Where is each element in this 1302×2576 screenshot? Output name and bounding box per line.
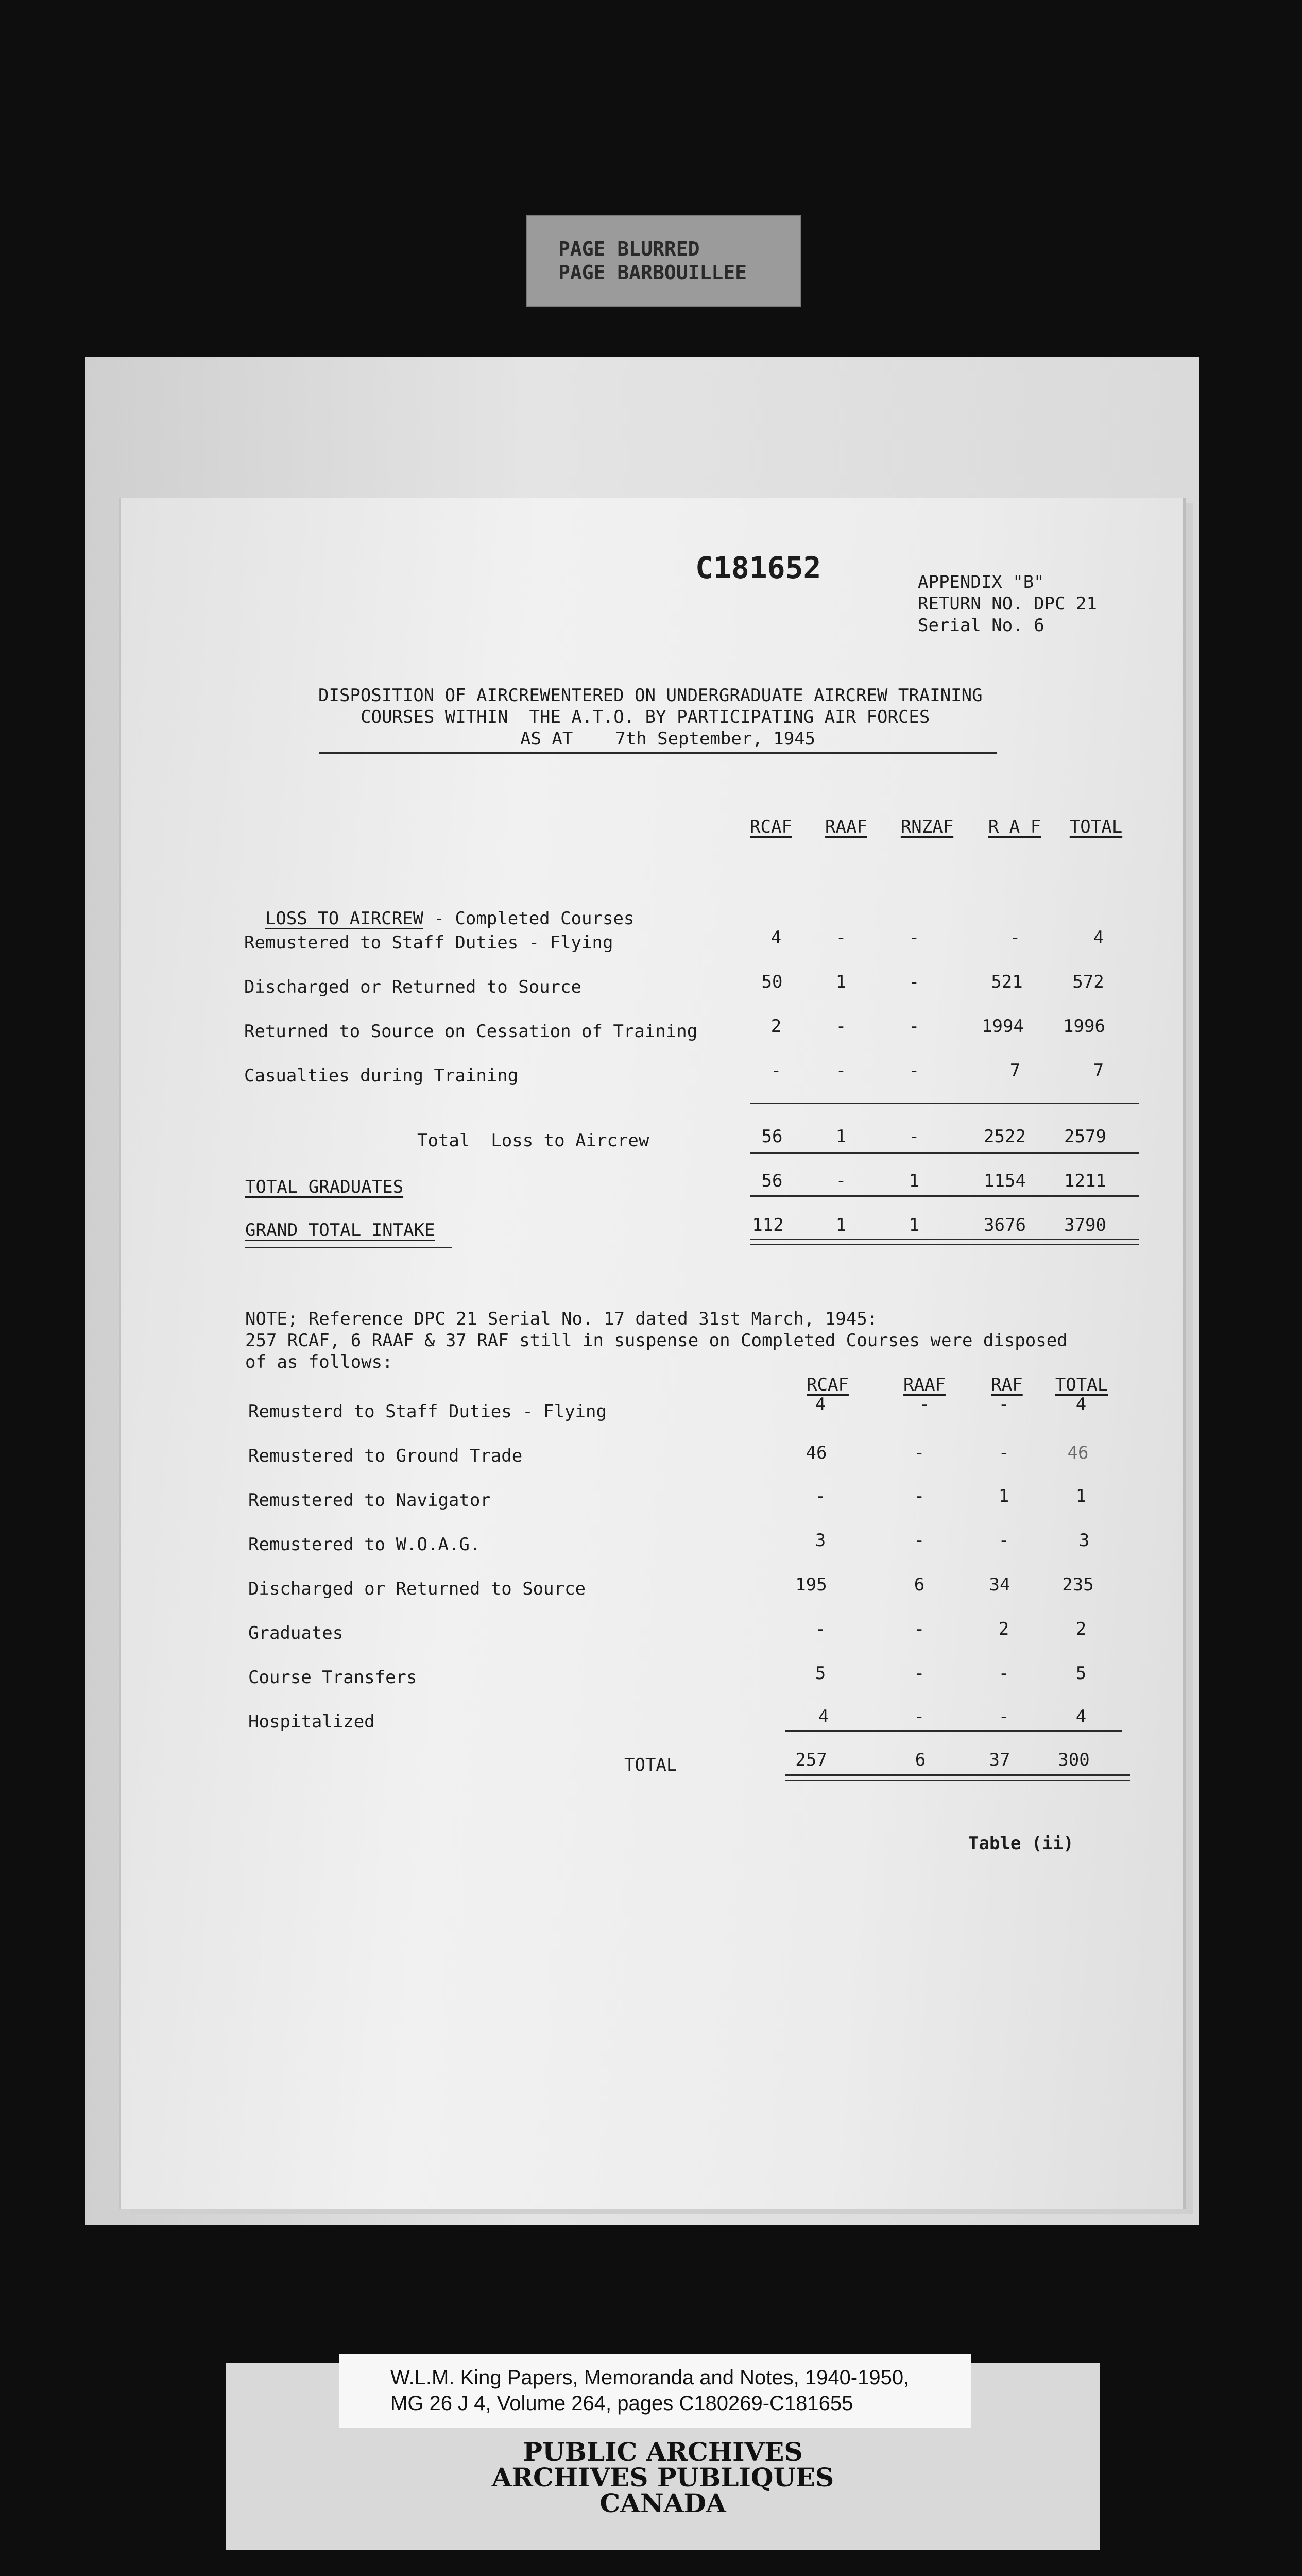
- t2-header-raf: RAF: [991, 1375, 1023, 1395]
- t2-row-4-raaf: -: [914, 1530, 925, 1551]
- citation-line-1: W.L.M. King Papers, Memoranda and Notes, 1940-1950,: [390, 2366, 910, 2389]
- t1-row-2-raf: 521: [991, 972, 1023, 992]
- t2-row-8-total: 4: [1075, 1706, 1087, 1727]
- t2-row-1-rcaf: 4: [815, 1394, 826, 1415]
- t2-row-3-label: Remustered to Navigator: [248, 1490, 491, 1511]
- title-line-1: DISPOSITION OF AIRCREWENTERED ON UNDERGRADUATE AIRCREW TRAINING: [318, 685, 983, 706]
- t2-row-3-rcaf: -: [815, 1486, 826, 1506]
- citation-line-2: MG 26 J 4, Volume 264, pages C180269-C181655: [390, 2392, 853, 2415]
- t1-total-graduates-raaf: -: [835, 1171, 847, 1191]
- t2-row-5-rcaf: 195: [795, 1574, 827, 1595]
- t1-row-4-raaf: -: [835, 1060, 847, 1081]
- note-line-1: NOTE; Reference DPC 21 Serial No. 17 dated 31st March, 1945:: [245, 1309, 878, 1329]
- t1-row-2-raaf: 1: [835, 972, 847, 992]
- t1-header-rnzaf: RNZAF: [900, 817, 954, 837]
- t2-header-total: TOTAL: [1055, 1375, 1108, 1395]
- t2-row-4-label: Remustered to W.O.A.G.: [248, 1534, 481, 1555]
- stamp-line-1: PAGE BLURRED: [558, 238, 700, 260]
- t2-row-5-raaf: 6: [914, 1574, 925, 1595]
- note-line-2: 257 RCAF, 6 RAAF & 37 RAF still in suspense on Completed Courses were disposed: [245, 1330, 1068, 1351]
- t1-row-1-raaf: -: [835, 927, 847, 948]
- t1-total-graduates-rnzaf: 1: [909, 1171, 920, 1191]
- grand-total-double-underline: [245, 1247, 452, 1248]
- t2-row-8-raf: -: [998, 1706, 1009, 1727]
- t1-total-graduates-raf: 1154: [984, 1171, 1026, 1191]
- archives-publiques-line: ARCHIVES PUBLIQUES: [491, 2462, 834, 2493]
- t2-row-4-rcaf: 3: [815, 1530, 826, 1551]
- t1-row-4-rcaf: -: [770, 1060, 782, 1081]
- canada-line: CANADA: [599, 2488, 726, 2518]
- note-line-3: of as follows:: [245, 1352, 393, 1372]
- t1-row-3-rnzaf: -: [909, 1016, 920, 1037]
- t1-grand-total-raf: 3676: [984, 1215, 1026, 1235]
- t1-total-loss-raaf: 1: [835, 1126, 847, 1147]
- t1-row-2-rnzaf: -: [909, 972, 920, 992]
- t1-row-1-rcaf: 4: [770, 927, 782, 948]
- t2-row-4-raf: -: [998, 1530, 1009, 1551]
- t2-row-5-raf: 34: [989, 1574, 1010, 1595]
- t1-grand-rule-1: [750, 1239, 1139, 1240]
- t1-row-1-total: 4: [1093, 927, 1104, 948]
- t1-row-3-total: 1996: [1063, 1016, 1105, 1037]
- t1-total-loss-total: 2579: [1064, 1126, 1106, 1147]
- t1-row-1-rnzaf: -: [909, 927, 920, 948]
- table-reference: Table (ii): [968, 1833, 1074, 1854]
- t1-total-loss-rnzaf: -: [909, 1126, 920, 1147]
- t1-row-3-raf: 1994: [982, 1016, 1024, 1037]
- t1-row-3-raaf: -: [835, 1016, 847, 1037]
- t2-row-3-raf: 1: [998, 1486, 1009, 1506]
- t1-total-loss-label: Total Loss to Aircrew: [417, 1130, 649, 1151]
- title-line-3: AS AT 7th September, 1945: [520, 728, 816, 749]
- t2-row-3-raaf: -: [914, 1486, 925, 1506]
- appendix-line-1: APPENDIX "B": [918, 572, 1044, 592]
- t2-header-rcaf: RCAF: [807, 1375, 849, 1395]
- t1-grand-total-rcaf: 112: [752, 1215, 784, 1235]
- t2-row-1-raaf: -: [919, 1394, 930, 1415]
- title-line-2: COURSES WITHIN THE A.T.O. BY PARTICIPATING AIR FORCES: [361, 707, 930, 727]
- t1-grand-rule-2: [750, 1244, 1139, 1245]
- t2-row-6-label: Graduates: [248, 1623, 344, 1643]
- t2-row-5-total: 235: [1062, 1574, 1094, 1595]
- t2-row-2-total: 46: [1067, 1443, 1089, 1463]
- t2-total-rcaf: 257: [795, 1750, 827, 1770]
- t1-grand-total-raaf: 1: [835, 1215, 847, 1235]
- t1-grand-total-label: GRAND TOTAL INTAKE: [245, 1220, 435, 1241]
- t2-row-5-label: Discharged or Returned to Source: [248, 1579, 586, 1599]
- t1-header-raaf: RAAF: [825, 817, 867, 837]
- page-blurred-stamp: [526, 215, 801, 307]
- t2-row-1-raf: -: [998, 1394, 1009, 1415]
- t2-row-7-rcaf: 5: [815, 1663, 826, 1684]
- appendix-line-2: RETURN NO. DPC 21: [918, 594, 1097, 614]
- document-number: C181652: [695, 550, 821, 585]
- t1-row-4-label: Casualties during Training: [244, 1065, 519, 1086]
- t1-total-graduates-total: 1211: [1064, 1171, 1106, 1191]
- t1-row-3-rcaf: 2: [770, 1016, 782, 1037]
- t2-row-6-raaf: -: [914, 1619, 925, 1639]
- t2-total-raaf: 6: [915, 1750, 926, 1770]
- t2-row-6-raf: 2: [998, 1619, 1009, 1639]
- t1-row-1-raf: -: [1009, 927, 1021, 948]
- stamp-line-2: PAGE BARBOUILLEE: [558, 261, 747, 284]
- t2-header-raaf: RAAF: [903, 1375, 946, 1395]
- t2-row-4-total: 3: [1078, 1530, 1090, 1551]
- t1-row-2-rcaf: 50: [761, 972, 783, 992]
- t2-row-8-raaf: -: [914, 1706, 925, 1727]
- t2-row-3-total: 1: [1075, 1486, 1087, 1506]
- loss-section-suffix: - Completed Courses: [423, 908, 635, 929]
- t1-grand-total-total: 3790: [1064, 1215, 1106, 1235]
- t2-row-8-rcaf: 4: [818, 1706, 829, 1727]
- t2-total-double-rule-1: [785, 1774, 1130, 1776]
- t2-row-6-total: 2: [1075, 1619, 1087, 1639]
- t1-header-rcaf: RCAF: [750, 817, 792, 837]
- t1-row-4-raf: 7: [1009, 1060, 1021, 1081]
- t1-total-graduates-label: TOTAL GRADUATES: [245, 1177, 404, 1197]
- t2-row-2-raaf: -: [914, 1443, 925, 1463]
- t2-row-1-label: Remusterd to Staff Duties - Flying: [248, 1401, 607, 1422]
- t1-row-2-label: Discharged or Returned to Source: [244, 977, 582, 997]
- t1-graduates-rule: [750, 1195, 1139, 1197]
- t1-total-loss-rcaf: 56: [761, 1126, 783, 1147]
- t1-total-loss-raf: 2522: [984, 1126, 1026, 1147]
- t1-row-2-total: 572: [1072, 972, 1104, 992]
- t2-row-6-rcaf: -: [815, 1619, 826, 1639]
- t1-header-total: TOTAL: [1069, 817, 1123, 837]
- t2-row-7-raaf: -: [914, 1663, 925, 1684]
- t2-row-7-raf: -: [998, 1663, 1009, 1684]
- t1-total-graduates-rcaf: 56: [761, 1171, 783, 1191]
- t1-row-4-total: 7: [1093, 1060, 1104, 1081]
- archive-citation: [339, 2354, 971, 2428]
- t1-grand-total-rnzaf: 1: [909, 1215, 920, 1235]
- t2-row-2-label: Remustered to Ground Trade: [248, 1446, 523, 1466]
- t2-total-double-rule-2: [785, 1780, 1130, 1781]
- t1-row-1-label: Remustered to Staff Duties - Flying: [244, 933, 613, 953]
- title-underline: [319, 752, 997, 754]
- t2-row-8-label: Hospitalized: [248, 1711, 375, 1732]
- t2-total-total: 300: [1058, 1750, 1090, 1770]
- t2-row-2-raf: -: [998, 1443, 1009, 1463]
- t1-total-loss-rule: [750, 1152, 1139, 1154]
- t2-row-7-total: 5: [1075, 1663, 1087, 1684]
- t2-row-1-total: 4: [1075, 1394, 1087, 1415]
- t1-subtotal-rule: [750, 1103, 1139, 1104]
- public-archives-line: PUBLIC ARCHIVES: [523, 2436, 803, 2467]
- t2-row-7-label: Course Transfers: [248, 1667, 417, 1688]
- t2-total-raf: 37: [989, 1750, 1010, 1770]
- t2-total-label: TOTAL: [624, 1755, 677, 1775]
- public-archives-label: [226, 2430, 1100, 2527]
- loss-to-aircrew-heading: LOSS TO AIRCREW: [265, 908, 423, 929]
- t1-header-raf: R A F: [988, 817, 1041, 837]
- t1-row-3-label: Returned to Source on Cessation of Training: [244, 1021, 698, 1042]
- t2-row-2-rcaf: 46: [806, 1443, 827, 1463]
- t2-total-rule: [785, 1730, 1122, 1732]
- loss-section-heading: [244, 888, 634, 929]
- t1-row-4-rnzaf: -: [909, 1060, 920, 1081]
- appendix-line-3: Serial No. 6: [918, 615, 1044, 636]
